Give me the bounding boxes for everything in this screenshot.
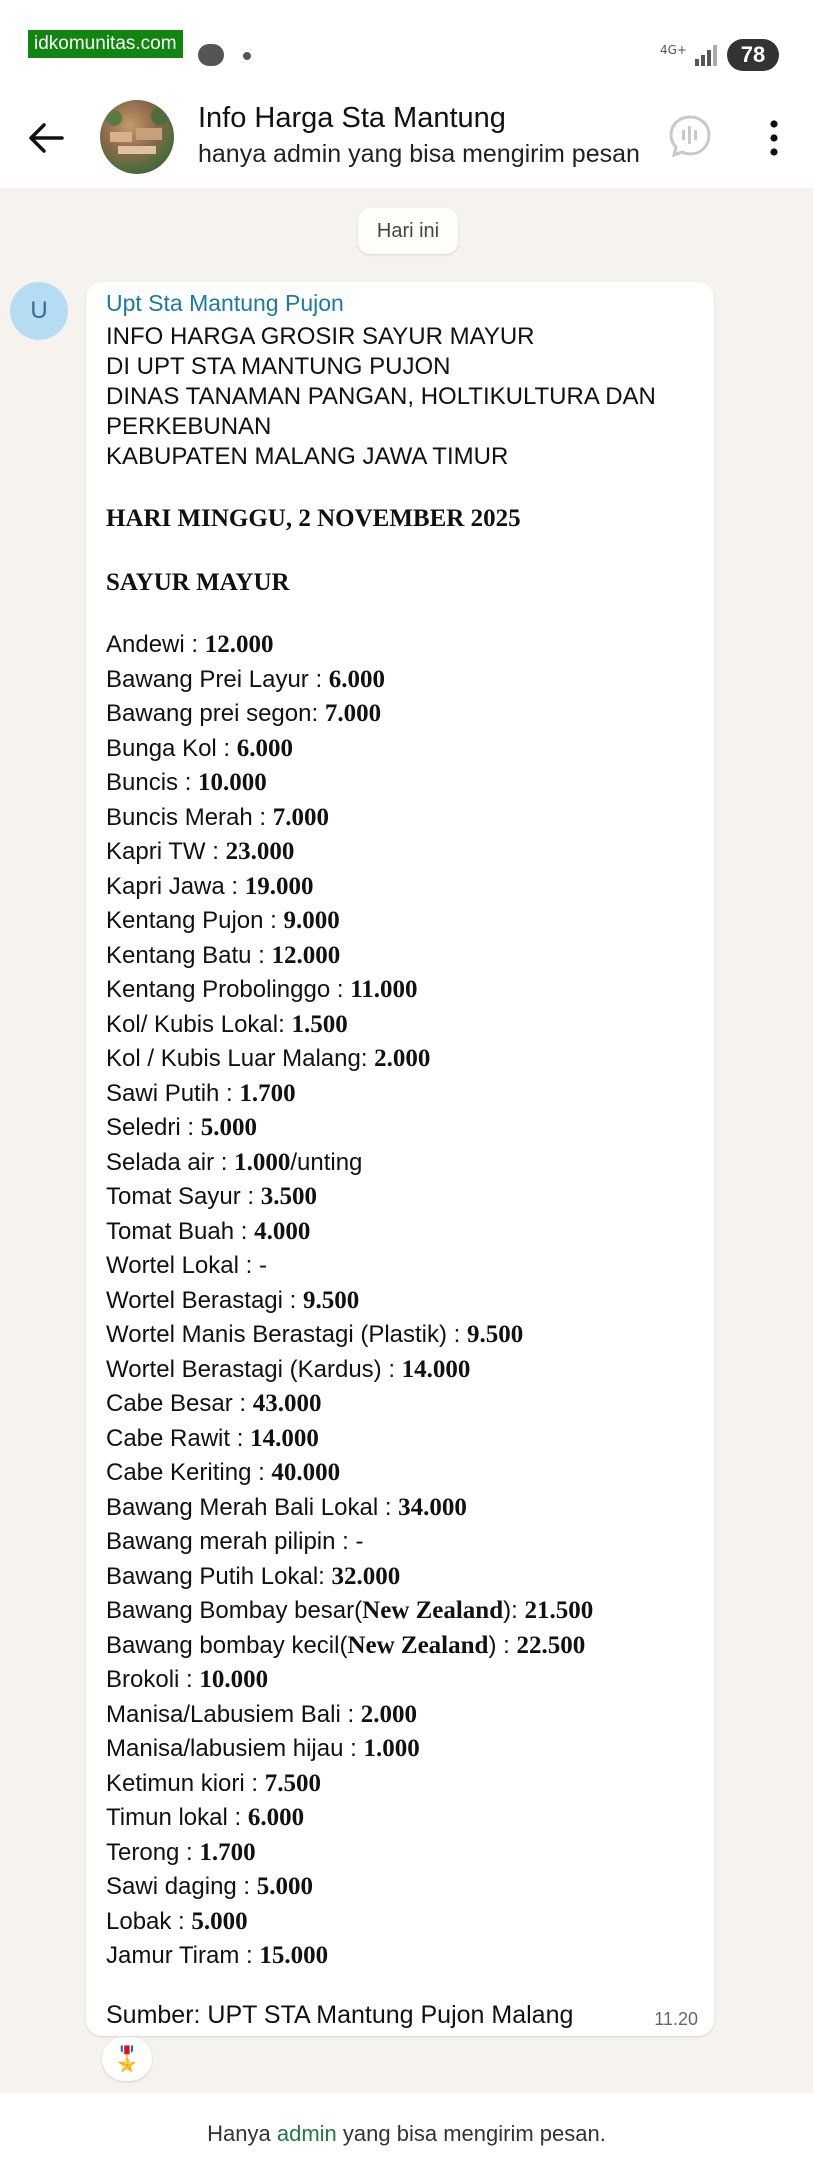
price-row	[106, 663, 706, 698]
price-suffix: /unting	[290, 1148, 363, 1176]
price-value: 9.000	[283, 907, 340, 934]
admin-only-notice	[0, 2121, 813, 2147]
price-value: 10.000	[199, 1666, 269, 1693]
price-value: New Zealand	[347, 1631, 489, 1659]
price-value: 32.000	[331, 1562, 401, 1590]
price-label: Cabe Keriting :	[106, 1459, 272, 1486]
reaction-badge[interactable]: 🎖️	[102, 2037, 152, 2081]
price-label: Sawi daging :	[106, 1873, 257, 1900]
price-label: Brokoli :	[106, 1666, 200, 1693]
more-options-icon[interactable]	[762, 114, 786, 162]
price-label: Wortel Manis Berastagi (Plastik) :	[106, 1321, 467, 1348]
price-label: Kapri TW :	[106, 838, 226, 865]
price-label: Cabe Besar :	[106, 1390, 253, 1417]
group-avatar[interactable]	[100, 100, 174, 174]
price-row	[106, 939, 706, 974]
notice-suffix: yang bisa mengirim pesan.	[336, 2121, 606, 2146]
price-label: Wortel Lokal : -	[106, 1252, 267, 1279]
chat-header	[0, 92, 813, 188]
price-label: Manisa/Labusiem Bali :	[106, 1700, 361, 1728]
price-row	[106, 1180, 706, 1215]
price-value: 23.000	[225, 838, 295, 865]
price-label: Buncis :	[106, 769, 199, 796]
price-row	[106, 1939, 706, 1974]
price-value: 1.500	[291, 1010, 348, 1038]
price-label: Selada air :	[106, 1148, 235, 1176]
price-value: 12.000	[271, 941, 341, 969]
price-value: 14.000	[401, 1355, 471, 1383]
chat-notification-icon	[198, 44, 224, 66]
price-label: Tomat Buah :	[106, 1217, 255, 1245]
price-row	[106, 1698, 706, 1733]
price-value: 34.000	[398, 1493, 467, 1521]
price-label: Kentang Batu :	[106, 941, 272, 969]
price-row	[106, 904, 706, 939]
group-title[interactable]: Info Harga Sta Mantung	[198, 102, 506, 134]
price-value: 4.000	[254, 1217, 311, 1245]
price-row	[106, 1560, 706, 1595]
price-value: New Zealand	[362, 1597, 504, 1624]
price-label: Bawang merah pilipin : -	[106, 1528, 364, 1555]
signal-icon	[694, 44, 718, 66]
price-label: Seledri :	[106, 1114, 201, 1141]
price-label: Kentang Probolinggo :	[106, 976, 351, 1003]
sender-name[interactable]: Upt Sta Mantung Pujon	[106, 290, 344, 316]
price-value: 40.000	[271, 1459, 341, 1486]
price-value: 1.700	[239, 1079, 296, 1107]
sender-avatar[interactable]: U	[10, 282, 68, 340]
price-row	[106, 1249, 706, 1284]
price-value: 10.000	[198, 769, 267, 796]
header-line: KABUPATEN MALANG JAWA TIMUR	[106, 443, 509, 470]
price-value: 14.000	[250, 1424, 319, 1452]
price-value: 2.000	[360, 1700, 418, 1728]
price-row	[106, 1146, 706, 1181]
price-value: 5.000	[256, 1873, 314, 1900]
price-row	[106, 1801, 706, 1836]
price-label: Bunga Kol :	[106, 734, 237, 762]
price-value: 12.000	[204, 631, 274, 658]
price-value: 7.000	[272, 803, 329, 831]
price-value: 6.000	[328, 665, 386, 693]
watermark: idkomunitas.com	[28, 30, 183, 58]
price-label: Timun lokal :	[106, 1804, 248, 1831]
price-row	[106, 1008, 706, 1043]
price-row	[106, 973, 706, 1008]
price-value: 6.000	[236, 734, 294, 762]
section-title: SAYUR MAYUR	[106, 569, 290, 596]
price-value: 19.000	[244, 872, 314, 900]
header-line: INFO HARGA GROSIR SAYUR MAYUR	[106, 323, 535, 350]
day-line: HARI MINGGU, 2 NOVEMBER 2025	[106, 505, 521, 532]
price-value: 5.000	[200, 1114, 257, 1141]
price-label: Ketimun kiori :	[106, 1769, 265, 1797]
status-bar	[0, 0, 813, 92]
price-suffix: ) :	[488, 1631, 517, 1659]
price-value: 7.000	[324, 700, 382, 727]
price-label: Tomat Sayur :	[106, 1183, 261, 1210]
price-row	[106, 870, 706, 905]
price-label: Wortel Berastagi (Kardus) :	[106, 1355, 402, 1383]
price-label: Wortel Berastagi :	[106, 1286, 303, 1314]
price-label: Bawang Merah Bali Lokal :	[106, 1493, 399, 1521]
price-value: 43.000	[252, 1390, 322, 1417]
price-label: Buncis Merah :	[106, 803, 273, 831]
price-value: 5.000	[191, 1907, 248, 1935]
price-list	[106, 628, 706, 1974]
price-label: Jamur Tiram :	[106, 1942, 260, 1969]
price-label: Lobak :	[106, 1907, 192, 1935]
price-value: 6.000	[247, 1804, 305, 1831]
notice-prefix: Hanya	[207, 2121, 277, 2146]
price-row	[106, 766, 706, 801]
price-label: Bawang Bombay besar(	[106, 1597, 363, 1624]
price-row	[106, 1663, 706, 1698]
price-row	[106, 1353, 706, 1388]
price-label: Bawang Putih Lokal:	[106, 1562, 332, 1590]
price-label: Manisa/labusiem hijau :	[106, 1735, 364, 1762]
price-label: Bawang prei segon:	[106, 700, 325, 727]
price-row	[106, 1870, 706, 1905]
price-row	[106, 1456, 706, 1491]
price-row	[106, 1836, 706, 1871]
voice-chat-icon[interactable]	[666, 112, 714, 160]
network-indicator: 4G+	[660, 43, 687, 57]
source-line: Sumber: UPT STA Mantung Pujon Malang	[106, 2000, 574, 2029]
price-label: Kol/ Kubis Lokal:	[106, 1010, 292, 1038]
price-value: 9.500	[302, 1286, 360, 1314]
price-row	[106, 628, 706, 663]
price-label: Bawang bombay kecil(	[106, 1631, 348, 1659]
price-value: 21.500	[524, 1597, 594, 1624]
notification-dot-icon	[243, 52, 251, 60]
price-row	[106, 1387, 706, 1422]
group-subtitle: hanya admin yang bisa mengirim pesan	[198, 140, 640, 168]
price-value: 7.500	[264, 1769, 321, 1797]
price-row	[106, 1767, 706, 1802]
price-row	[106, 1284, 706, 1319]
price-row	[106, 1318, 706, 1353]
price-value: 11.000	[350, 976, 418, 1003]
header-line: DINAS TANAMAN PANGAN, HOLTIKULTURA DAN PERKEBUNAN	[106, 383, 656, 440]
price-row	[106, 732, 706, 767]
price-row	[106, 1111, 706, 1146]
admin-link[interactable]: admin	[276, 2121, 337, 2146]
price-row	[106, 1422, 706, 1457]
message-body	[106, 322, 706, 2030]
price-label: Cabe Rawit :	[106, 1424, 251, 1452]
message-bubble[interactable]	[86, 282, 714, 2036]
price-value: 15.000	[259, 1942, 329, 1969]
price-label: Bawang Prei Layur :	[106, 665, 329, 693]
price-label: Andewi :	[106, 631, 205, 658]
price-row	[106, 835, 706, 870]
bottom-bar	[0, 2093, 813, 2181]
price-value: 2.000	[374, 1045, 431, 1072]
price-row	[106, 1594, 706, 1629]
price-value: 1.700	[199, 1838, 256, 1866]
price-suffix: ):	[503, 1597, 525, 1624]
price-row	[106, 1077, 706, 1112]
price-row	[106, 1905, 706, 1940]
price-label: Kol / Kubis Luar Malang:	[106, 1045, 375, 1072]
price-row	[106, 697, 706, 732]
price-label: Kapri Jawa :	[106, 872, 245, 900]
message-time: 11.20	[654, 2009, 698, 2029]
price-row	[106, 1491, 706, 1526]
price-row	[106, 1629, 706, 1664]
price-row	[106, 1732, 706, 1767]
price-value: 22.500	[516, 1631, 586, 1659]
price-label: Sawi Putih :	[106, 1079, 240, 1107]
price-value: 3.500	[260, 1183, 317, 1210]
header-block	[106, 322, 706, 472]
price-row	[106, 1042, 706, 1077]
price-value: 1.000	[363, 1735, 420, 1762]
battery-indicator: 78	[727, 39, 779, 71]
header-line: DI UPT STA MANTUNG PUJON	[106, 353, 451, 380]
back-arrow-icon[interactable]	[22, 114, 70, 162]
price-label: Kentang Pujon :	[106, 907, 284, 934]
price-label: Terong :	[106, 1838, 200, 1866]
price-row	[106, 801, 706, 836]
price-row	[106, 1525, 706, 1560]
price-row	[106, 1215, 706, 1250]
group-photo-icon	[100, 100, 174, 174]
price-value: 1.000	[234, 1148, 291, 1176]
price-value: 9.500	[467, 1321, 524, 1348]
date-chip: Hari ini	[358, 208, 458, 254]
